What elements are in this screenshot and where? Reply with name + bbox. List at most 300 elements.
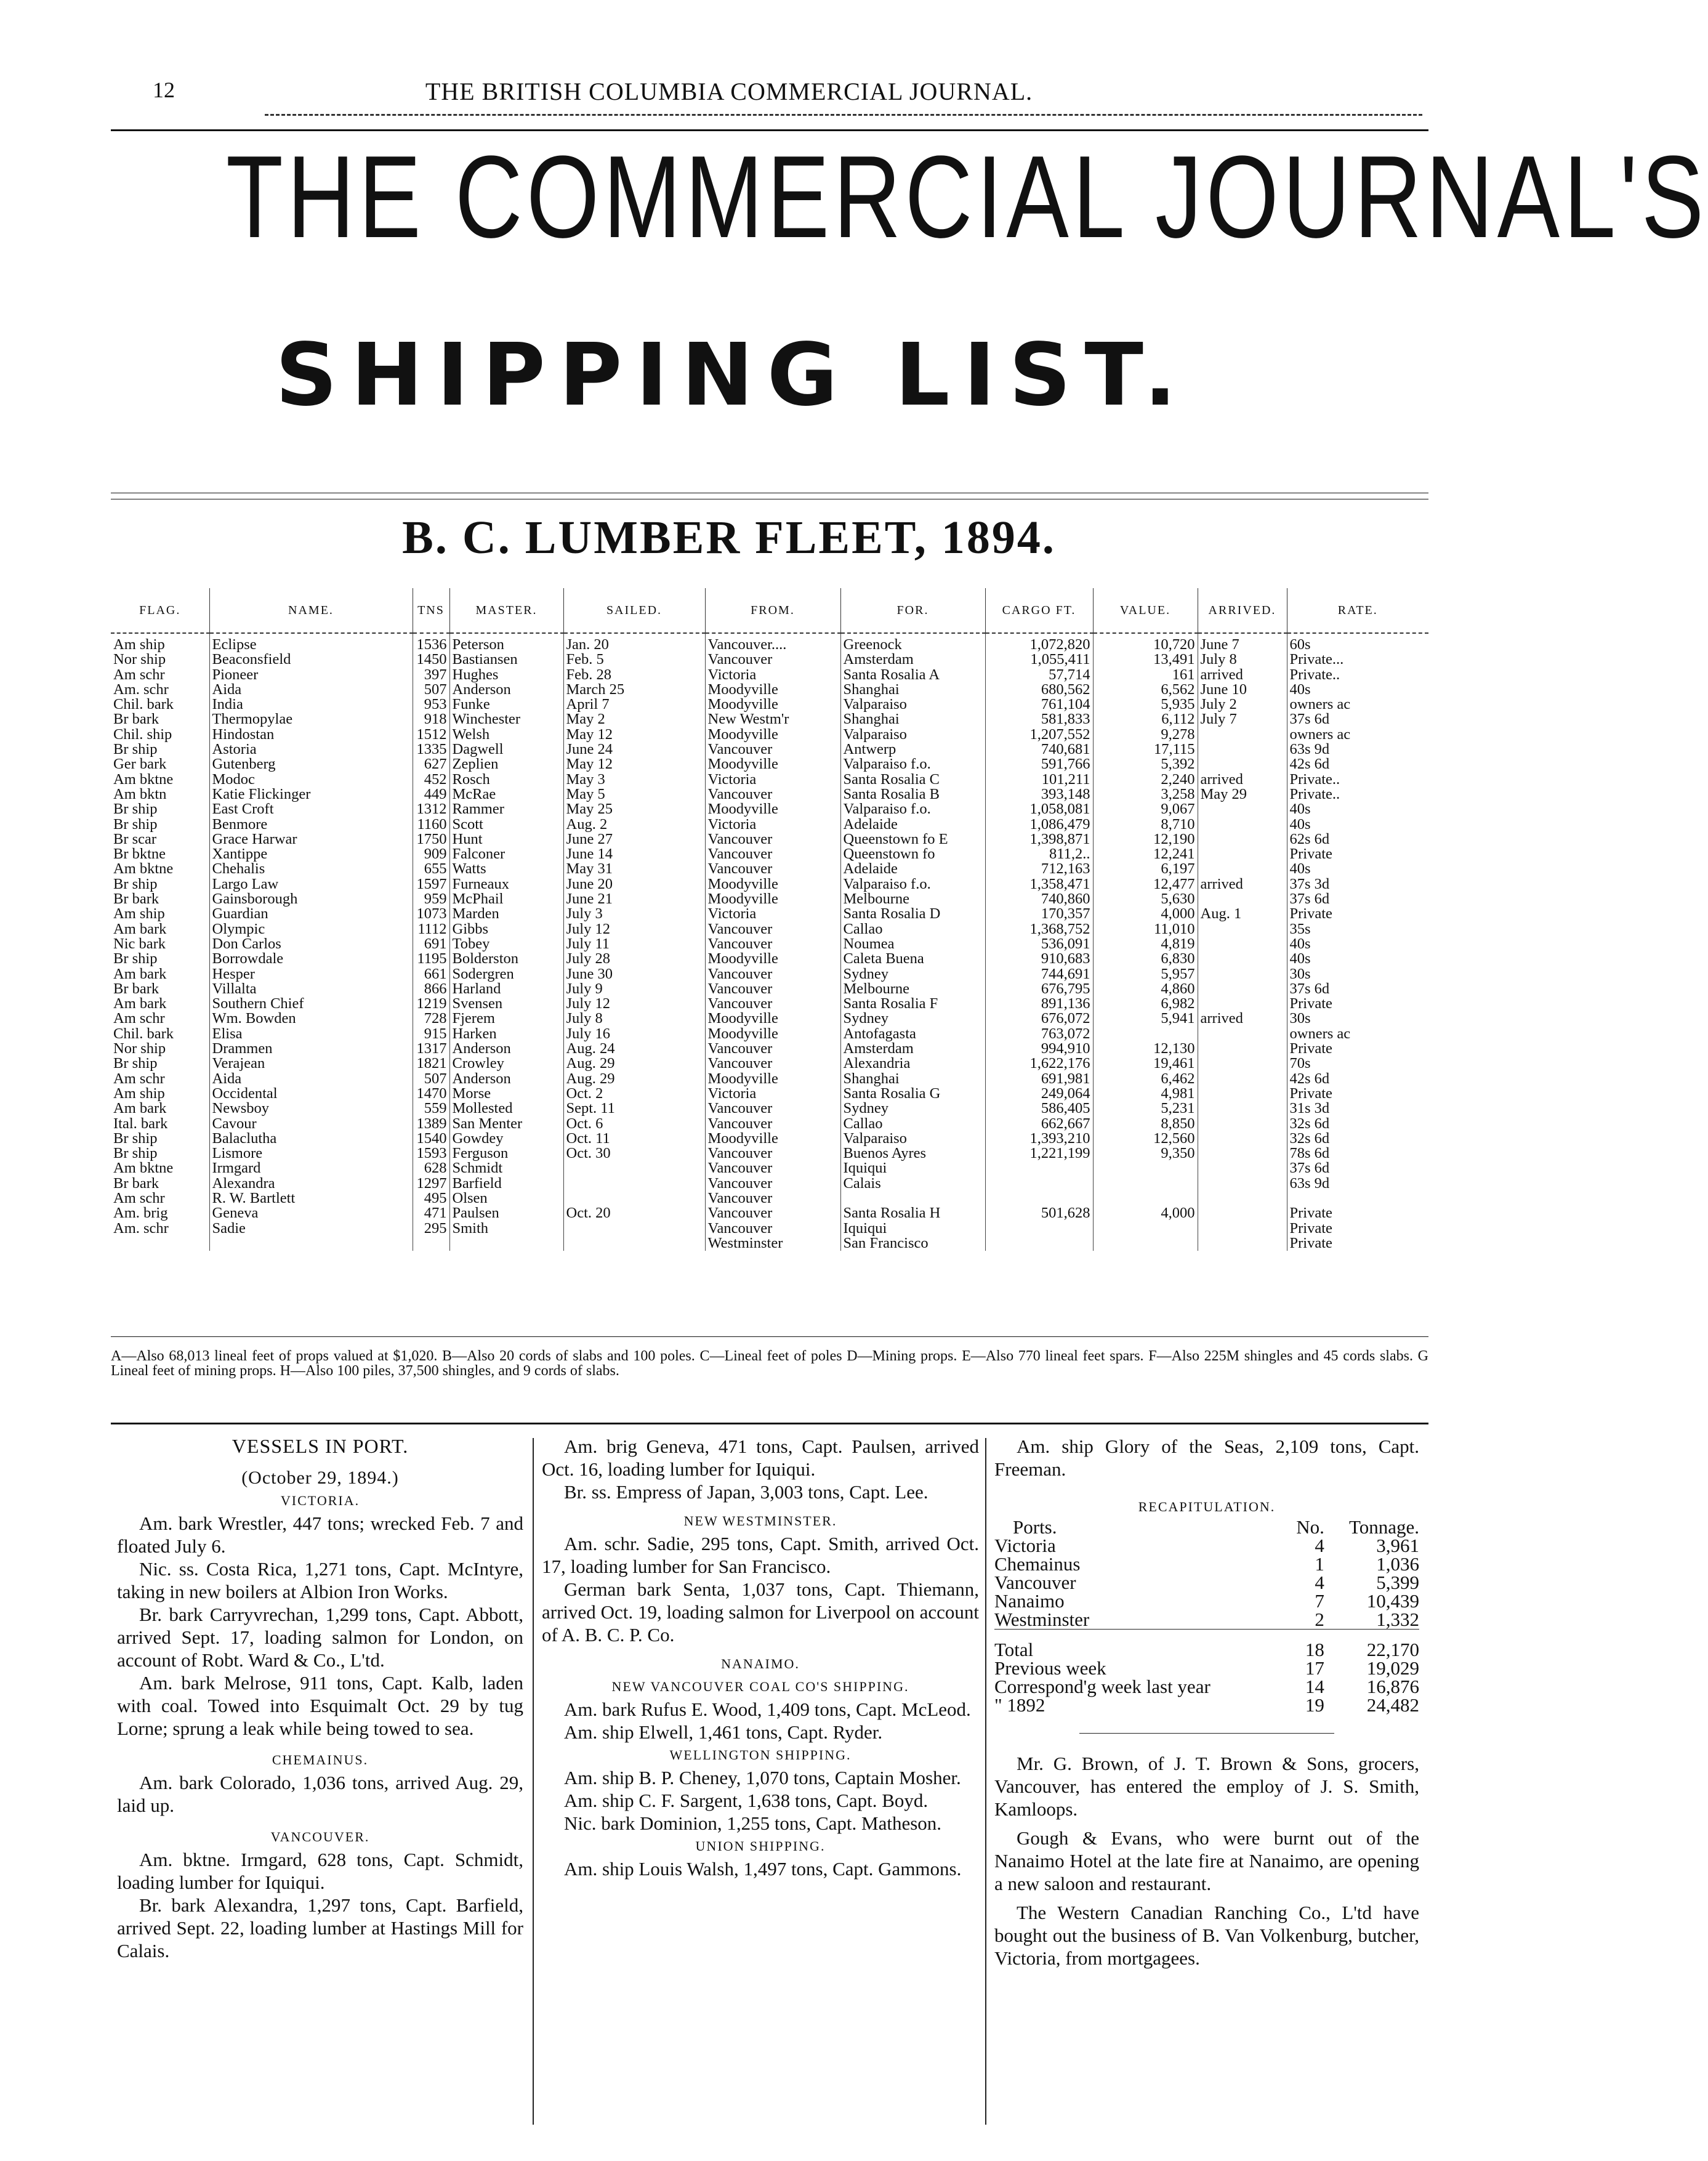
fleet-cell: Crowley [449,1056,563,1071]
fleet-row [111,682,1428,697]
fleet-cell: Private... [1287,652,1428,667]
fleet-cell: Sept. 11 [563,1101,705,1116]
fleet-cell: 31s 3d [1287,1101,1428,1116]
fleet-header-row [111,588,1428,633]
fleet-cell: Moodyville [705,757,840,772]
fleet-cell: June 14 [563,847,705,862]
fleet-cell: 295 [413,1221,449,1236]
fleet-cell: June 21 [563,892,705,907]
fleet-cell: 1,393,210 [985,1131,1093,1146]
fleet-cell: 249,064 [985,1086,1093,1101]
fleet-cell: Gowdey [449,1131,563,1146]
fleet-cell: July 28 [563,951,705,966]
fleet-cell: Anderson [449,1041,563,1056]
port-entry: Am. ship B. P. Cheney, 1,070 tons, Captain Mosher. [564,1767,961,1788]
fleet-cell: Caleta Buena [840,951,985,966]
fleet-cell: Nor ship [113,651,166,668]
recap-cell: 19 [1305,1694,1324,1716]
fleet-cell: Grace Harwar [209,832,413,847]
fleet-row [111,1131,1428,1146]
fleet-cell: Sydney [840,1011,985,1026]
fleet-cell: 1470 [413,1086,449,1101]
fleet-cell [1198,937,1287,951]
fleet-cell: Bastiansen [449,652,563,667]
fleet-cell [111,1236,209,1251]
fleet-cell: Private [1287,1206,1428,1221]
column-header: RATE. [1287,588,1428,633]
fleet-row [111,1101,1428,1116]
fleet-cell: 6,112 [1093,712,1198,727]
fleet-cell: Gainsborough [209,892,413,907]
running-title: THE BRITISH COLUMBIA COMMERCIAL JOURNAL. [425,78,1033,105]
fleet-cell: Nic bark [113,935,166,952]
fleet-cell: 393,148 [985,787,1093,802]
fleet-cell: 1597 [413,877,449,892]
fleet-cell: Southern Chief [209,996,413,1011]
fleet-cell [985,1236,1093,1251]
fleet-cell: Hindostan [209,727,413,742]
fleet-cell: June 7 [1198,633,1287,652]
fleet-cell: Thermopylae [209,712,413,727]
fleet-row [111,937,1428,951]
column-header: ARRIVED. [1198,588,1287,633]
fleet-row [111,847,1428,862]
vessels-in-port-date: (October 29, 1894.) [241,1468,399,1488]
fleet-cell: Moodyville [705,892,840,907]
port-entry: Br. ss. Empress of Japan, 3,003 tons, Capt. Lee. [564,1481,929,1503]
recap-cell: 1 [1315,1553,1324,1575]
fleet-cell: Vancouver [705,1176,840,1191]
fleet-cell: 1389 [413,1117,449,1131]
vessels-in-port-title: VESSELS IN PORT. [232,1435,409,1457]
fleet-cell: Winchester [449,712,563,727]
fleet-cell: Oct. 30 [563,1146,705,1161]
fleet-cell [563,1161,705,1176]
port-entry: German bark Senta, 1,037 tons, Capt. Thiemann, arrived Oct. 19, loading salmon for Liverpool on account of A. B. C. P. Co. [542,1578,979,1646]
fleet-cell: 761,104 [985,697,1093,712]
nanaimo-heading: NANAIMO. [721,1656,800,1671]
fleet-cell [563,1191,705,1206]
fleet-title: B. C. LUMBER FLEET, 1894. [402,512,1056,563]
fleet-cell [840,1191,985,1206]
fleet-cell [1093,1236,1198,1251]
fleet-cell: Chil. bark [113,1025,174,1042]
fleet-cell: May 25 [563,802,705,817]
fleet-cell: 1821 [413,1056,449,1071]
fleet-cell: Santa Rosalia B [840,787,985,802]
fleet-cell: Falconer [449,847,563,862]
fleet-cell: Occidental [209,1086,413,1101]
recap-cell: Total [994,1639,1034,1660]
port-entry: Am. ship Louis Walsh, 1,497 tons, Capt. Gammons. [564,1858,962,1880]
fleet-cell [1198,802,1287,817]
fleet-cell: Marden [449,907,563,921]
fleet-cell: 866 [413,982,449,996]
fleet-cell: Vancouver [705,742,840,757]
fleet-cell [985,1161,1093,1176]
fleet-row [111,982,1428,996]
fleet-cell: 953 [413,697,449,712]
fleet-cell: Dagwell [449,742,563,757]
fleet-cell: Villalta [209,982,413,996]
fleet-cell: Moodyville [705,727,840,742]
fleet-cell: 1,058,081 [985,802,1093,817]
fleet-cell: 676,795 [985,982,1093,996]
fleet-cell: 1,622,176 [985,1056,1093,1071]
fleet-cell: Furneaux [449,877,563,892]
fleet-cell: March 25 [563,682,705,697]
fleet-cell: 1,368,752 [985,922,1093,937]
fleet-cell: 471 [413,1206,449,1221]
fleet-cell: 740,860 [985,892,1093,907]
fleet-cell: Am bark [113,995,167,1012]
fleet-cell: Am bark [113,965,167,982]
fleet-cell: Vancouver [705,1161,840,1176]
fleet-cell: Gibbs [449,922,563,937]
vessels-in-port-column-1 [117,1435,523,1962]
fleet-row [111,1027,1428,1041]
fleet-cell: Moodyville [705,682,840,697]
fleet-cell: Santa Rosalia D [840,907,985,921]
fleet-cell: Victoria [705,817,840,832]
footnote-rule [111,1423,1428,1424]
fleet-cell: Westminster [705,1236,840,1251]
fleet-row [111,1221,1428,1236]
fleet-cell: 915 [413,1027,449,1041]
fleet-cell: Anderson [449,682,563,697]
fleet-cell: July 2 [1198,697,1287,712]
fleet-cell: Private [1287,907,1428,921]
fleet-cell: Am schr [113,1070,165,1087]
fleet-cell: Funke [449,697,563,712]
recap-cell: 2 [1315,1609,1324,1630]
fleet-cell: 397 [413,668,449,682]
fleet-cell: 5,941 [1093,1011,1198,1026]
fleet-cell: Alexandra [209,1176,413,1191]
fleet-cell [1198,742,1287,757]
fleet-cell: Jan. 20 [563,633,705,652]
fleet-cell [1198,1161,1287,1176]
fleet-cell: 507 [413,682,449,697]
fleet-cell: Aug. 29 [563,1072,705,1086]
fleet-cell: Queenstown fo E [840,832,985,847]
fleet-cell: Beaconsfield [209,652,413,667]
fleet-cell: Wm. Bowden [209,1011,413,1026]
fleet-cell: Greenock [840,633,985,652]
column-header: CARGO FT. [985,588,1093,633]
fleet-cell: Moodyville [705,1072,840,1086]
column-header: NAME. [209,588,413,633]
fleet-cell: Barfield [449,1176,563,1191]
fleet-cell: 4,000 [1093,1206,1198,1221]
fleet-cell: Santa Rosalia C [840,772,985,787]
fleet-row [111,712,1428,727]
fleet-cell: Br ship [113,1145,158,1162]
fleet-cell: 662,667 [985,1117,1093,1131]
fleet-cell: 910,683 [985,951,1093,966]
fleet-cell: 712,163 [985,862,1093,876]
recap-cell: 1,332 [1376,1609,1419,1630]
fleet-cell: July 9 [563,982,705,996]
fleet-cell: Aug. 24 [563,1041,705,1056]
fleet-cell: 1073 [413,907,449,921]
fleet-cell: 4,981 [1093,1086,1198,1101]
fleet-cell: 8,850 [1093,1117,1198,1131]
fleet-cell: 763,072 [985,1027,1093,1041]
fleet-cell: 2,240 [1093,772,1198,787]
fleet-cell [1093,1176,1198,1191]
fleet-cell: 1450 [413,652,449,667]
fleet-cell: Paulsen [449,1206,563,1221]
fleet-cell: 1,055,411 [985,652,1093,667]
fleet-cell: July 3 [563,907,705,921]
fleet-cell [1198,862,1287,876]
fleet-cell: Mollested [449,1101,563,1116]
fleet-cell: 5,231 [1093,1101,1198,1116]
fleet-cell [1198,967,1287,982]
fleet-cell: Br ship [113,1055,158,1072]
fleet-cell: 63s 9d [1287,1176,1428,1191]
fleet-cell: Vancouver [705,967,840,982]
nvcc-heading: NEW VANCOUVER COAL CO'S SHIPPING. [611,1679,909,1694]
fleet-cell: Amsterdam [840,1041,985,1056]
fleet-cell: Borrowdale [209,951,413,966]
recap-row [994,1610,1419,1630]
fleet-cell: 12,241 [1093,847,1198,862]
recap-cell: 22,170 [1366,1639,1419,1660]
port-entry: Am. bktne. Irmgard, 628 tons, Capt. Schmidt, loading lumber for Iquiqui. [117,1849,523,1893]
fleet-cell [985,1176,1093,1191]
fleet-cell: 452 [413,772,449,787]
fleet-cell: Melbourne [840,982,985,996]
fleet-cell: Rosch [449,772,563,787]
fleet-cell: San Francisco [840,1236,985,1251]
fleet-row [111,1117,1428,1131]
fleet-cell: 959 [413,892,449,907]
column-header: VALUE. [1093,588,1198,633]
fleet-cell: 5,935 [1093,697,1198,712]
fleet-cell: Br ship [113,950,158,967]
fleet-cell: Gutenberg [209,757,413,772]
fleet-cell: Vancouver [705,1117,840,1131]
recap-cell: 17 [1305,1657,1324,1679]
fleet-cell: Calais [840,1176,985,1191]
fleet-cell: Melbourne [840,892,985,907]
fleet-cell: 78s 6d [1287,1146,1428,1161]
fleet-row [111,1146,1428,1161]
fleet-cell: arrived [1198,1011,1287,1026]
fleet-cell: 1335 [413,742,449,757]
fleet-cell: Vancouver [705,1191,840,1206]
fleet-row [111,862,1428,876]
recap-title: RECAPITULATION. [1138,1499,1276,1514]
fleet-cell: Moodyville [705,877,840,892]
fleet-cell: 30s [1287,967,1428,982]
fleet-cell: Amsterdam [840,652,985,667]
fleet-cell: Ger bark [113,756,167,773]
fleet-cell [1198,1072,1287,1086]
fleet-cell [1198,727,1287,742]
fleet-cell: 35s [1287,922,1428,937]
fleet-cell: 63s 9d [1287,742,1428,757]
fleet-cell: Sadie [209,1221,413,1236]
fleet-cell: 728 [413,1011,449,1026]
port-entry: Am. ship Elwell, 1,461 tons, Capt. Ryder. [564,1721,883,1743]
page-number: 12 [153,78,175,102]
fleet-cell: owners ac [1287,727,1428,742]
fleet-cell: Vancouver [705,1101,840,1116]
fleet-cell: 11,010 [1093,922,1198,937]
fleet-cell: Am bark [113,920,167,937]
fleet-cell: July 8 [1198,652,1287,667]
table-footnotes: A—Also 68,013 lineal feet of props valued at $1,020. B—Also 20 cords of slabs and 100 poles. C—Lineal feet of poles D—Mining props. E—Also 770 lineal feet spars. F—Also 225M shingles and 45 cords slabs. G Lineal feet of mining props. H—Also 100 piles, 37,500 shingles, and 9 cords of slabs. [111,1348,1428,1379]
recap-cell: Vancouver [994,1572,1076,1593]
recap-cell: 7 [1315,1590,1324,1612]
fleet-cell: 1,207,552 [985,727,1093,742]
fleet-cell: 744,691 [985,967,1093,982]
fleet-cell [1198,1041,1287,1056]
fleet-cell: Am schr [113,1189,165,1206]
fleet-cell: Valparaiso [840,697,985,712]
fleet-cell [1198,1176,1287,1191]
fleet-cell: 581,833 [985,712,1093,727]
recap-row [994,1659,1419,1678]
fleet-cell: Guardian [209,907,413,921]
fleet-cell: Vancouver [705,847,840,862]
fleet-cell [1198,1131,1287,1146]
fleet-cell [1093,1191,1198,1206]
fleet-cell [1198,996,1287,1011]
fleet-cell [1093,1221,1198,1236]
fleet-cell: Benmore [209,817,413,832]
fleet-cell: Aida [209,682,413,697]
fleet-cell: Vancouver [705,982,840,996]
fleet-row [111,1072,1428,1086]
news-item: Mr. G. Brown, of J. T. Brown & Sons, grocers, Vancouver, has entered the employ of J. S. Smith, Kamloops. [994,1753,1419,1820]
fleet-cell: Private [1287,996,1428,1011]
fleet-cell [1198,1101,1287,1116]
recap-cell: " 1892 [994,1694,1045,1716]
fleet-cell: June 24 [563,742,705,757]
recap-row [994,1678,1419,1696]
fleet-cell: 19,461 [1093,1056,1198,1071]
fleet-cell: Private [1287,1221,1428,1236]
fleet-cell: Br bktne [113,846,166,863]
fleet-cell: Queenstown fo [840,847,985,862]
fleet-cell: 1160 [413,817,449,832]
fleet-cell: Br ship [113,741,158,758]
fleet-cell: 12,190 [1093,832,1198,847]
fleet-cell [1198,1056,1287,1071]
fleet-cell: Watts [449,862,563,876]
fleet-cell: McRae [449,787,563,802]
fleet-cell: 9,278 [1093,727,1198,742]
fleet-cell: June 10 [1198,682,1287,697]
fleet-cell: Modoc [209,772,413,787]
fleet-cell: Am ship [113,905,165,923]
fleet-cell [1198,892,1287,907]
fleet-cell: East Croft [209,802,413,817]
recap-cell: 16,876 [1366,1676,1419,1697]
port-entry: Br. bark Carryvrechan, 1,299 tons, Capt. Abbott, arrived Sept. 17, loading salmon for London, on account of Robt. Ward & Co., L'td. [117,1604,523,1671]
vancouver-heading: VANCOUVER. [270,1829,370,1844]
fleet-row [111,757,1428,772]
fleet-cell: Hesper [209,967,413,982]
fleet-cell: Callao [840,1117,985,1131]
port-entry: Am. schr. Sadie, 295 tons, Capt. Smith, arrived Oct. 17, loading lumber for San Francisco. [542,1533,979,1577]
fleet-cell: arrived [1198,668,1287,682]
fleet-cell: Morse [449,1086,563,1101]
fleet-cell [563,1221,705,1236]
fleet-row [111,802,1428,817]
fleet-cell: Nor ship [113,1040,166,1057]
fleet-row [111,668,1428,682]
recap-cell: 1,036 [1376,1553,1419,1575]
fleet-cell: Aug. 29 [563,1056,705,1071]
port-entry: Am. brig Geneva, 471 tons, Capt. Paulsen, arrived Oct. 16, loading lumber for Iquiqui. [542,1436,979,1480]
recap-cell: 14 [1305,1676,1324,1697]
fleet-cell: McPhail [449,892,563,907]
fleet-cell [1198,1236,1287,1251]
fleet-cell: Valparaiso f.o. [840,877,985,892]
fleet-cell: Am bktn [113,785,167,802]
fleet-cell: 1,221,199 [985,1146,1093,1161]
fleet-cell: 1112 [413,922,449,937]
fleet-cell [1198,1146,1287,1161]
fleet-cell: Svensen [449,996,563,1011]
fleet-cell: Aug. 2 [563,817,705,832]
fleet-cell: Oct. 20 [563,1206,705,1221]
fleet-cell: 40s [1287,862,1428,876]
fleet-cell: Private [1287,847,1428,862]
fleet-row [111,967,1428,982]
recap-cell: 18 [1305,1639,1324,1660]
fleet-cell: Adelaide [840,862,985,876]
fleet-cell: 9,067 [1093,802,1198,817]
fleet-cell: Victoria [705,668,840,682]
recap-cell: 5,399 [1376,1572,1419,1593]
fleet-cell: Santa Rosalia H [840,1206,985,1221]
fleet-cell: 40s [1287,951,1428,966]
victoria-heading: VICTORIA. [280,1493,360,1508]
fleet-cell: Oct. 6 [563,1117,705,1131]
fleet-cell: 591,766 [985,757,1093,772]
fleet-cell: Am ship [113,636,165,653]
fleet-cell: 1,086,479 [985,817,1093,832]
heading-line-2: SHIPPING LIST. [275,325,1190,426]
fleet-cell: 691,981 [985,1072,1093,1086]
fleet-cell: 70s [1287,1056,1428,1071]
fleet-cell: Oct. 11 [563,1131,705,1146]
fleet-cell: May 12 [563,727,705,742]
fleet-cell: 1,398,871 [985,832,1093,847]
fleet-cell: Moodyville [705,951,840,966]
fleet-cell: July 7 [1198,712,1287,727]
fleet-cell [1198,847,1287,862]
recap-row [994,1630,1419,1660]
fleet-cell: Noumea [840,937,985,951]
fleet-cell: 1536 [413,633,449,652]
recap-row [994,1573,1419,1592]
heading-line-1: THE COMMERCIAL JOURNAL'S [226,132,1708,262]
fleet-cell: Br bark [113,980,159,997]
fleet-row [111,697,1428,712]
fleet-cell: Rammer [449,802,563,817]
fleet-cell: 6,562 [1093,682,1198,697]
fleet-cell: Anderson [449,1072,563,1086]
recap-cell: Nanaimo [994,1590,1065,1612]
fleet-cell: Vancouver [705,996,840,1011]
